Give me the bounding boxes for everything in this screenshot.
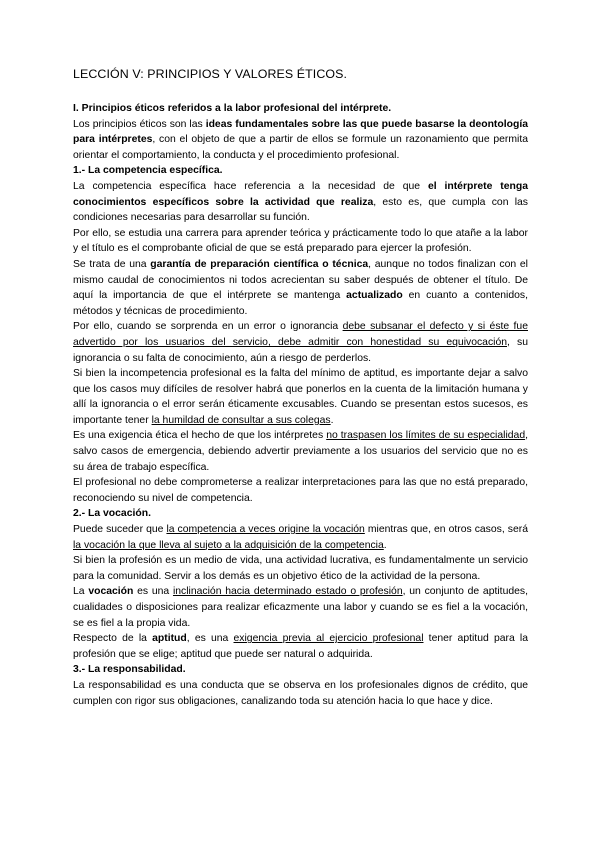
text-run: .: [330, 414, 334, 426]
paragraph: [73, 179, 528, 226]
bold-text: el intérprete tenga conocimientos específicos sobre la actividad que realiza: [73, 180, 529, 208]
underlined-text: no traspasen los límites de su especialidad: [326, 430, 526, 442]
text-run: es una: [133, 586, 173, 598]
paragraph: [73, 631, 528, 662]
bold-text: garantía de preparación científica o técnica: [150, 258, 369, 270]
subsection-heading-vocacion: 2.- La vocación.: [73, 508, 151, 520]
paragraph: [73, 319, 528, 366]
page-title: LECCIÓN V: PRINCIPIOS Y VALORES ÉTICOS.: [73, 67, 348, 81]
text-run: en cuanto a contenidos, métodos y técnicas de procedimiento.: [73, 290, 528, 317]
underlined-text: exigencia previa al ejercicio profesional: [233, 633, 424, 645]
text-run: Es una exigencia ética el hecho de que los intérpretes: [73, 430, 327, 442]
section-heading: I. Principios éticos referidos a la labor profesional del intérprete.: [73, 103, 392, 114]
intro-paragraph: [73, 117, 528, 164]
text-run: , con el objeto de que a partir de ellos se formule un razonamiento que permita orientar el comportamiento, la conducta y el procedimiento profesional.: [73, 134, 529, 161]
text-run: Los principios éticos son las: [73, 118, 206, 130]
bold-text: actualizado: [346, 290, 403, 302]
bold-text: ideas fundamentales sobre las que puede basarse la deontología para intérpretes: [73, 118, 528, 146]
text-run: La competencia específica hace referencia a la necesidad de que: [73, 180, 428, 192]
text-run: , un conjunto de aptitudes, cualidades o disposiciones para realizar eficazmente una labor y cuando se es fiel a la vocación, se es fiel a la propia vida.: [73, 586, 528, 629]
text-run: , salvo casos de emergencia, debiendo advertir previamente a los usuarios del servicio que no es su área de trabajo específica.: [73, 430, 528, 473]
text-run: Se trata de una: [73, 258, 151, 270]
text-run: .: [383, 539, 387, 551]
paragraph: Por ello, se estudia una carrera para aprender teórica y prácticamente todo lo que atañe a la labor y el título es el comprobante oficial de que se está preparado para ejercer la profesión.: [73, 227, 528, 255]
text-run: , esto es, que cumpla con las condiciones necesarias para desarrollar su función.: [73, 196, 528, 224]
text-run: Respecto de la: [73, 633, 153, 645]
text-run: Si bien la incompetencia profesional es la falta del mínimo de aptitud, es importante dejar a salvo que los casos muy difíciles de resolver habrá que ponerlos en la cuenta de la limitación humana y allí la ignorancia o el error serán éticamente excusables. Cuando se presentan estos sucesos, es importante tener: [73, 368, 528, 426]
text-run: , aunque no todos finalizan con el mismo caudal de conocimientos ni todos acrecientan su saber después de obtener el título. De aquí la importancia de que el intérprete se mantenga: [73, 258, 528, 302]
subsection-heading-competencia: 1.- La competencia específica.: [73, 165, 223, 177]
text-run: Por ello, cuando se sorprenda en un error o ignorancia: [73, 321, 343, 333]
underlined-text: la humildad de consultar a sus colegas: [151, 414, 331, 426]
text-run: tener aptitud para la profesión que se elige; aptitud que puede ser natural o adquirida.: [73, 633, 529, 660]
text-run: , es una: [186, 633, 234, 645]
subsection-heading-responsabilidad: 3.- La responsabilidad.: [73, 664, 186, 676]
paragraph: El profesional no debe comprometerse a realizar interpretaciones para las que no está preparado, reconociendo su nivel de competencia.: [73, 477, 528, 504]
underlined-text: la competencia a veces origine la vocación: [166, 524, 365, 536]
underlined-text: debe subsanar el defecto y si éste fue advertido por los usuarios del servicio, debe admitir con honestidad su equivocación: [73, 321, 528, 348]
bold-text: vocación: [88, 586, 134, 598]
paragraph: [73, 257, 528, 319]
text-run: Puede suceder que: [73, 524, 167, 536]
text-run: mientras que, en otros casos, será: [364, 524, 528, 536]
text-run: La: [73, 586, 89, 598]
text-run: , su ignorancia o su falta de conocimiento, aún a riesgo de perderlos.: [73, 336, 528, 364]
underlined-text: inclinación hacia determinado estado o profesión: [172, 586, 403, 598]
paragraph: [73, 366, 528, 428]
paragraph: [73, 522, 528, 553]
paragraph: [73, 584, 528, 631]
bold-text: aptitud: [152, 633, 187, 645]
paragraph: Si bien la profesión es un medio de vida, una actividad lucrativa, es fundamentalmente un servicio para la comunidad. Servir a los demás es un objetivo ético de la actividad de la persona.: [73, 555, 528, 582]
underlined-text: la vocación la que lleva al sujeto a la adquisición de la competencia: [73, 539, 384, 551]
paragraph: [73, 428, 528, 475]
paragraph: La responsabilidad es una conducta que se observa en los profesionales dignos de crédito, que cumplen con rigor sus obligaciones, canalizando toda su atención hacia lo que hace y dice.: [73, 679, 528, 707]
